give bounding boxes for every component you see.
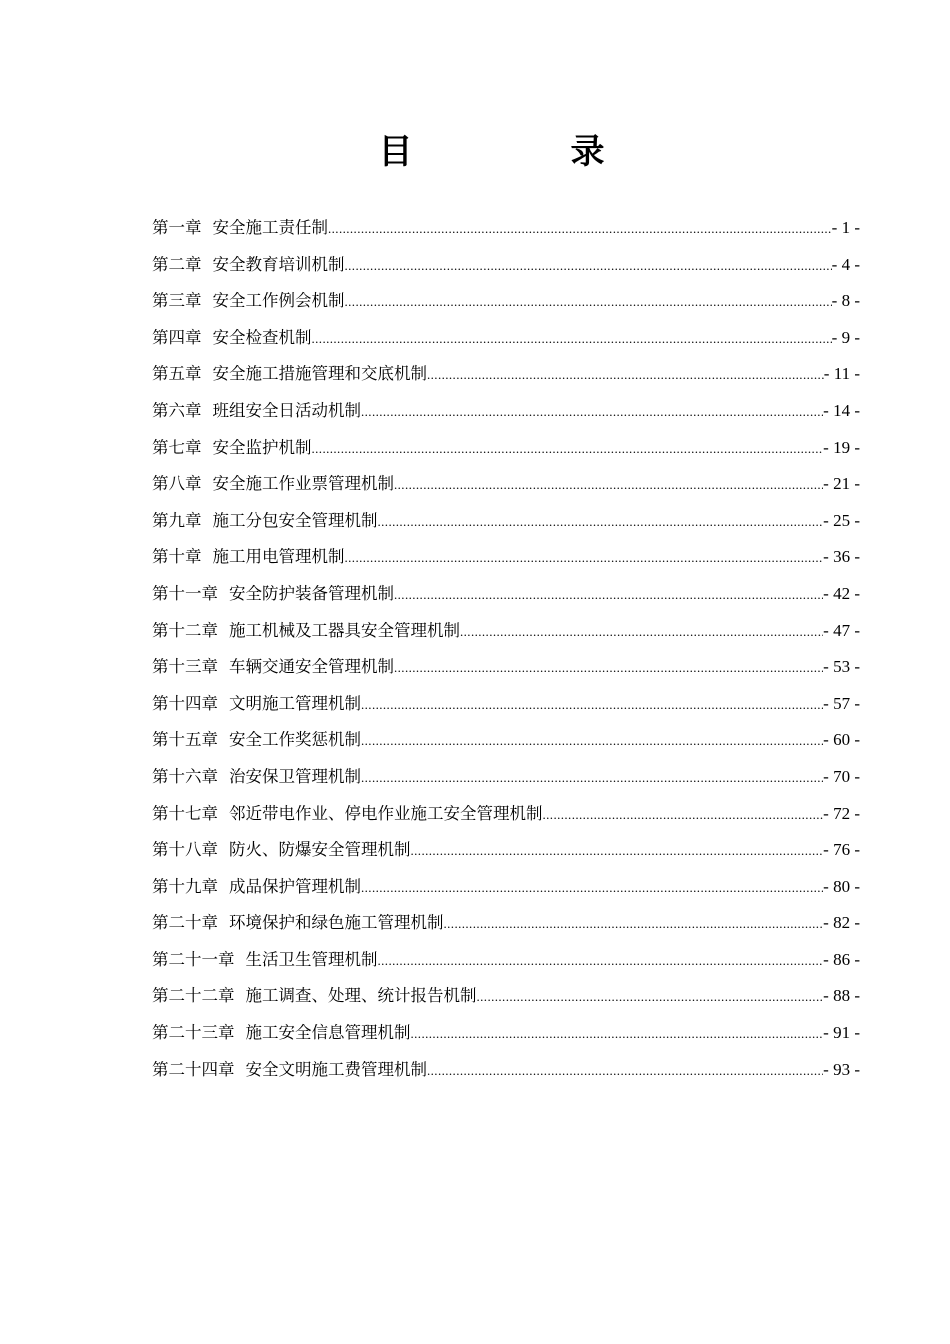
toc-chapter-title: 成品保护管理机制 (229, 876, 361, 896)
toc-dot-leader (345, 540, 824, 577)
toc-page-number: - 11 - (823, 364, 860, 384)
toc-chapter-number: 第三章 (152, 291, 202, 311)
toc-chapter-title: 邻近带电作业、停电作业施工安全管理机制 (229, 803, 543, 823)
toc-chapter-title: 施工分包安全管理机制 (212, 510, 378, 530)
toc-dot-leader (312, 431, 824, 468)
toc-chapter-number: 第六章 (152, 400, 202, 420)
toc-page-number: - 47 - (823, 620, 860, 640)
toc-entry[interactable] (152, 722, 860, 759)
toc-dot-leader (312, 321, 832, 358)
toc-chapter-number: 第二章 (152, 254, 202, 274)
toc-entry[interactable] (152, 283, 860, 320)
toc-chapter-title: 防火、防爆安全管理机制 (229, 840, 411, 860)
toc-chapter-number: 第十四章 (152, 693, 218, 713)
toc-page-number: - 4 - (831, 254, 860, 274)
toc-chapter-title: 安全施工措施管理和交底机制 (212, 364, 427, 384)
toc-chapter-number: 第四章 (152, 327, 202, 347)
toc-page-number: - 14 - (823, 400, 860, 420)
toc-entry[interactable] (152, 320, 860, 357)
toc-chapter-number: 第十九章 (152, 876, 218, 896)
toc-entry[interactable] (152, 430, 860, 467)
toc-dot-leader (411, 833, 824, 870)
toc-entry[interactable] (152, 686, 860, 723)
toc-dot-leader (378, 504, 824, 541)
toc-entry[interactable] (152, 649, 860, 686)
toc-page-number: - 25 - (823, 510, 860, 530)
toc-chapter-title: 环境保护和绿色施工管理机制 (229, 913, 444, 933)
toc-chapter-number: 第十六章 (152, 766, 218, 786)
toc-dot-leader (361, 394, 823, 431)
toc-chapter-title: 安全监护机制 (212, 437, 312, 457)
toc-dot-leader (460, 614, 823, 651)
toc-chapter-title: 治安保卫管理机制 (229, 766, 361, 786)
toc-title: 目 录 (378, 132, 667, 172)
toc-dot-leader (411, 1016, 824, 1053)
toc-dot-leader (427, 1053, 823, 1090)
toc-entry[interactable] (152, 210, 860, 247)
toc-entry[interactable] (152, 759, 860, 796)
toc-chapter-title: 生活卫生管理机制 (245, 949, 378, 969)
toc-dot-leader (361, 870, 823, 907)
toc-entry[interactable] (152, 613, 860, 650)
table-of-contents (152, 210, 860, 1088)
toc-chapter-title: 施工机械及工器具安全管理机制 (229, 620, 460, 640)
toc-page-number: - 76 - (823, 840, 860, 860)
toc-page-number: - 8 - (831, 291, 860, 311)
toc-chapter-number: 第八章 (152, 474, 202, 494)
toc-page-number: - 80 - (823, 876, 860, 896)
toc-entry[interactable] (152, 539, 860, 576)
toc-page-number: - 53 - (823, 657, 860, 677)
toc-dot-leader (444, 906, 824, 943)
toc-page-number: - 1 - (831, 218, 860, 237)
toc-chapter-title: 施工安全信息管理机制 (245, 1023, 411, 1043)
toc-entry[interactable] (152, 247, 860, 284)
toc-chapter-title: 安全检查机制 (212, 327, 312, 347)
toc-entry[interactable] (152, 905, 860, 942)
toc-entry[interactable] (152, 869, 860, 906)
toc-chapter-number: 第十三章 (152, 657, 218, 677)
toc-page-number: - 21 - (823, 474, 860, 494)
toc-dot-leader (345, 248, 832, 285)
toc-chapter-number: 第十章 (152, 547, 202, 567)
toc-dot-leader (361, 723, 823, 760)
toc-dot-leader (394, 650, 823, 687)
toc-dot-leader (328, 211, 832, 248)
toc-chapter-number: 第五章 (152, 364, 202, 384)
toc-page-number: - 70 - (823, 766, 860, 786)
toc-chapter-title: 安全文明施工费管理机制 (245, 1059, 427, 1079)
toc-chapter-number: 第一章 (152, 218, 202, 237)
toc-chapter-title: 施工用电管理机制 (212, 547, 345, 567)
toc-entry[interactable] (152, 356, 860, 393)
toc-chapter-number: 第十一章 (152, 583, 218, 603)
toc-chapter-number: 第二十二章 (152, 986, 235, 1006)
toc-dot-leader (361, 687, 823, 724)
toc-chapter-number: 第十五章 (152, 730, 218, 750)
toc-entry[interactable] (152, 466, 860, 503)
toc-entry[interactable] (152, 832, 860, 869)
toc-chapter-title: 文明施工管理机制 (229, 693, 361, 713)
toc-chapter-number: 第二十三章 (152, 1023, 235, 1043)
toc-dot-leader (394, 467, 823, 504)
toc-chapter-title: 施工调查、处理、统计报告机制 (245, 986, 477, 1006)
toc-dot-leader (543, 797, 824, 834)
toc-chapter-title: 安全施工责任制 (212, 218, 328, 237)
toc-chapter-number: 第九章 (152, 510, 202, 530)
toc-page-number: - 42 - (823, 583, 860, 603)
toc-chapter-title: 车辆交通安全管理机制 (229, 657, 394, 677)
toc-chapter-title: 安全防护装备管理机制 (229, 583, 394, 603)
toc-page-number: - 88 - (823, 986, 860, 1006)
toc-chapter-number: 第七章 (152, 437, 202, 457)
toc-entry[interactable] (152, 1015, 860, 1052)
toc-page-number: - 93 - (823, 1059, 860, 1079)
toc-chapter-number: 第二十四章 (152, 1059, 235, 1079)
toc-page-number: - 9 - (831, 327, 860, 347)
toc-page-number: - 19 - (823, 437, 860, 457)
toc-page-number: - 60 - (823, 730, 860, 750)
toc-dot-leader (477, 979, 824, 1016)
toc-chapter-title: 安全工作奖惩机制 (229, 730, 361, 750)
toc-entry[interactable] (152, 796, 860, 833)
toc-chapter-title: 安全教育培训机制 (212, 254, 345, 274)
toc-chapter-number: 第十八章 (152, 840, 218, 860)
toc-chapter-title: 班组安全日活动机制 (212, 400, 361, 420)
toc-dot-leader (394, 577, 823, 614)
toc-page-number: - 36 - (823, 547, 860, 567)
toc-entry[interactable] (152, 942, 860, 979)
toc-entry[interactable] (152, 576, 860, 613)
toc-page-number: - 82 - (823, 913, 860, 933)
toc-page-number: - 91 - (823, 1023, 860, 1043)
toc-dot-leader (345, 284, 832, 321)
toc-chapter-title: 安全施工作业票管理机制 (212, 474, 394, 494)
toc-chapter-number: 第二十章 (152, 913, 218, 933)
toc-entry[interactable] (152, 503, 860, 540)
toc-entry[interactable] (152, 1052, 860, 1089)
toc-entry[interactable] (152, 393, 860, 430)
toc-chapter-number: 第二十一章 (152, 949, 235, 969)
toc-dot-leader (361, 760, 823, 797)
toc-dot-leader (378, 943, 824, 980)
toc-dot-leader (427, 357, 824, 394)
toc-entry[interactable] (152, 978, 860, 1015)
toc-chapter-title: 安全工作例会机制 (212, 291, 345, 311)
toc-chapter-number: 第十二章 (152, 620, 218, 640)
toc-page-number: - 86 - (823, 949, 860, 969)
toc-chapter-number: 第十七章 (152, 803, 218, 823)
toc-page-number: - 72 - (823, 803, 860, 823)
toc-page-number: - 57 - (823, 693, 860, 713)
